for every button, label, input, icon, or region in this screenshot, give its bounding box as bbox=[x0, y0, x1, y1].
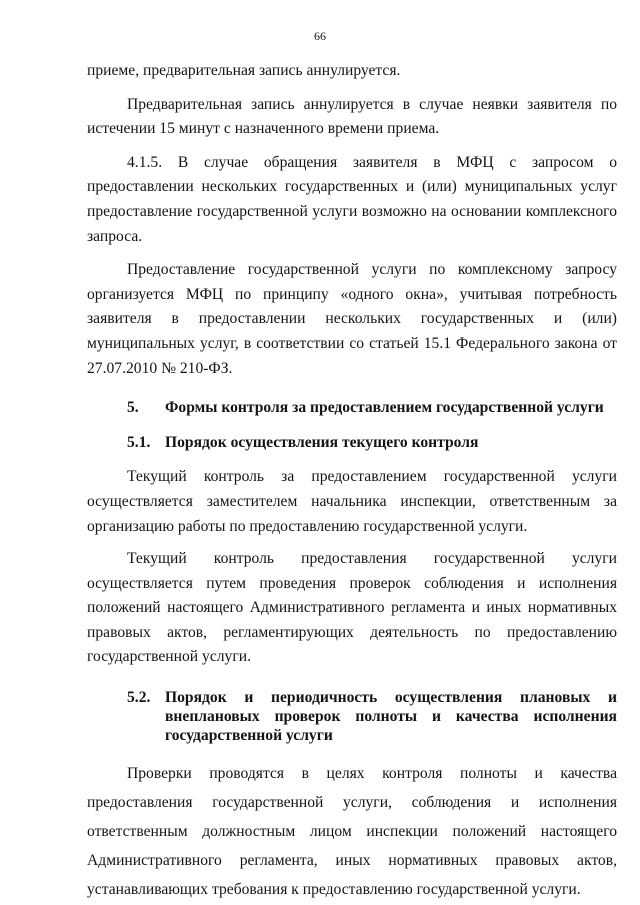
section-5-1-heading bbox=[87, 431, 617, 456]
paragraph-5: Текущий контроль за предоставлением государственной услуги осуществляется заместителем начальника инспекции, ответственным за организацию работы по предоставлению государственной услуги. bbox=[87, 468, 617, 535]
paragraph-1: приеме, предварительная запись аннулируется. bbox=[87, 62, 401, 79]
section-title: Формы контроля за предоставлением государственной услуги bbox=[165, 399, 604, 417]
section-title: Порядок осуществления текущего контроля bbox=[165, 433, 479, 451]
paragraph-2: Предварительная запись аннулируется в случае неявки заявителя по истечении 15 минут с назначенного времени приема. bbox=[87, 95, 617, 138]
paragraph-6: Текущий контроль предоставления государственной услуги осуществляется путем проведения проверок соблюдения и исполнения положений настоящего Административного регламента и иных нормативных правовых актов, регламентирующих деятельность по предоставлению государственной услуги. bbox=[87, 550, 617, 666]
page-number: 66 bbox=[314, 29, 326, 43]
section-5-2-heading bbox=[87, 688, 617, 745]
paragraph-3: 4.1.5. В случае обращения заявителя в МФЦ с запросом о предоставлении нескольких государственных и (или) муниципальных услуг предоставление государственной услуги возможно на основании комплексного запроса. bbox=[87, 153, 617, 245]
section-5-heading bbox=[87, 396, 617, 421]
section-number: 5.2. bbox=[127, 689, 151, 707]
section-title: Порядок и периодичность осуществления плановых и внеплановых проверок полноты и качества исполнения государственной услуги bbox=[165, 689, 617, 745]
paragraph-4: Предоставление государственной услуги по комплексному запросу организуется МФЦ по принципу «одного окна», учитывая потребность заявителя в предоставлении нескольких государственных и (или) муниципальных услуг, в соответствии со статьей 15.1 Федерального закона от 27.07.2010 № 210-ФЗ. bbox=[87, 261, 617, 377]
section-number: 5. bbox=[127, 399, 139, 417]
document-body bbox=[87, 59, 617, 904]
paragraph-7: Проверки проводятся в целях контроля полноты и качества предоставления государственной услуги, соблюдения и исполнения ответственным должностным лицом инспекции положений настоящего Административного регламента, иных нормативных правовых актов, устанавливающих требования к предоставлению государственной услуги. bbox=[87, 765, 617, 899]
section-number: 5.1. bbox=[127, 433, 151, 451]
